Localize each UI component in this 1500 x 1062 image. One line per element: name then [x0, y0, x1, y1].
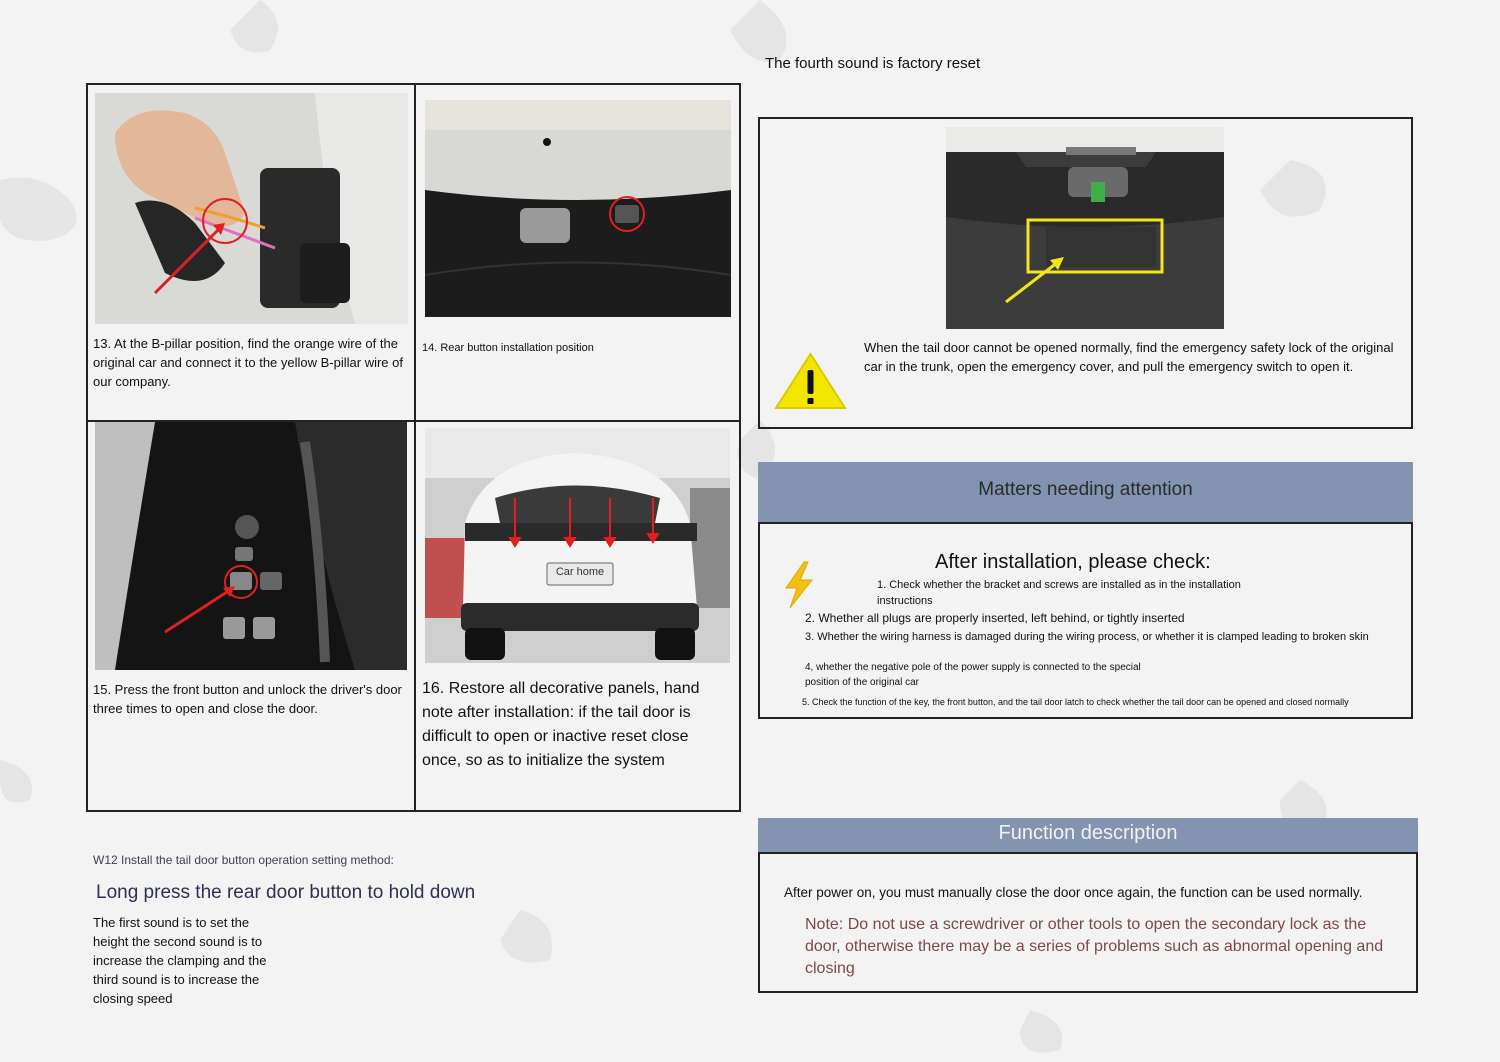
rear-button-photo: [425, 100, 731, 317]
function-note: Note: Do not use a screwdriver or other tools to open the secondary lock as the door, otherwise there may be a series of problems such as abnormal opening and closing: [805, 916, 1384, 977]
step-16-text: 16. Restore all decorative panels, hand note after installation: if the tail door is difficult to open or inactive reset close once, so as to initialize the system: [422, 680, 700, 769]
warning-icon: [773, 350, 848, 412]
function-text: After power on, you must manually close the door once again, the function can be used normally.: [784, 885, 1363, 900]
long-press-heading: Long press the rear door button to hold down: [96, 882, 476, 903]
emergency-lock-photo: [946, 127, 1224, 329]
car-rear-photo: [425, 428, 730, 663]
attention-item-4: 4, whether the negative pole of the power supply is connected to the special position of the original car: [805, 662, 1141, 688]
car-plate-text: Car home: [555, 566, 605, 578]
step-14-text: 14. Rear button installation position: [422, 342, 594, 354]
lightning-icon: [778, 560, 818, 610]
attention-header: Matters needing attention: [758, 462, 1413, 522]
attention-item-3: 3. Whether the wiring harness is damaged during the wiring process, or whether it is clamped leading to broken skin: [805, 631, 1369, 643]
driver-door-button-photo: [95, 422, 407, 670]
attention-item-5: 5. Check the function of the key, the front button, and the tail door latch to check whether the tail door can be opened and closed normally: [802, 697, 1349, 707]
attention-item-2: 2. Whether all plugs are properly inserted, left behind, or tightly inserted: [805, 611, 1185, 625]
fourth-sound-text: The fourth sound is factory reset: [765, 55, 981, 72]
setting-method-title: W12 Install the tail door button operation setting method:: [93, 853, 394, 867]
emergency-text: When the tail door cannot be opened normally, find the emergency safety lock of the original car in the trunk, open the emergency cover, and pull the emergency switch to open it.: [864, 340, 1394, 374]
sound-settings-text: The first sound is to set the height the second sound is to increase the clamping and the third sound is to increase the closing speed: [93, 915, 267, 1006]
b-pillar-wiring-photo: [95, 93, 408, 324]
attention-title: After installation, please check:: [935, 551, 1211, 573]
attention-item-1: 1. Check whether the bracket and screws are installed as in the installation instructions: [877, 579, 1241, 607]
function-header: Function description: [758, 818, 1418, 852]
step-15-text: 15. Press the front button and unlock the driver's door three times to open and close the door.: [93, 682, 402, 716]
grid-vertical-divider: [414, 83, 416, 812]
step-13-text: 13. At the B-pillar position, find the orange wire of the original car and connect it to the yellow B-pillar wire of our company.: [93, 336, 403, 389]
